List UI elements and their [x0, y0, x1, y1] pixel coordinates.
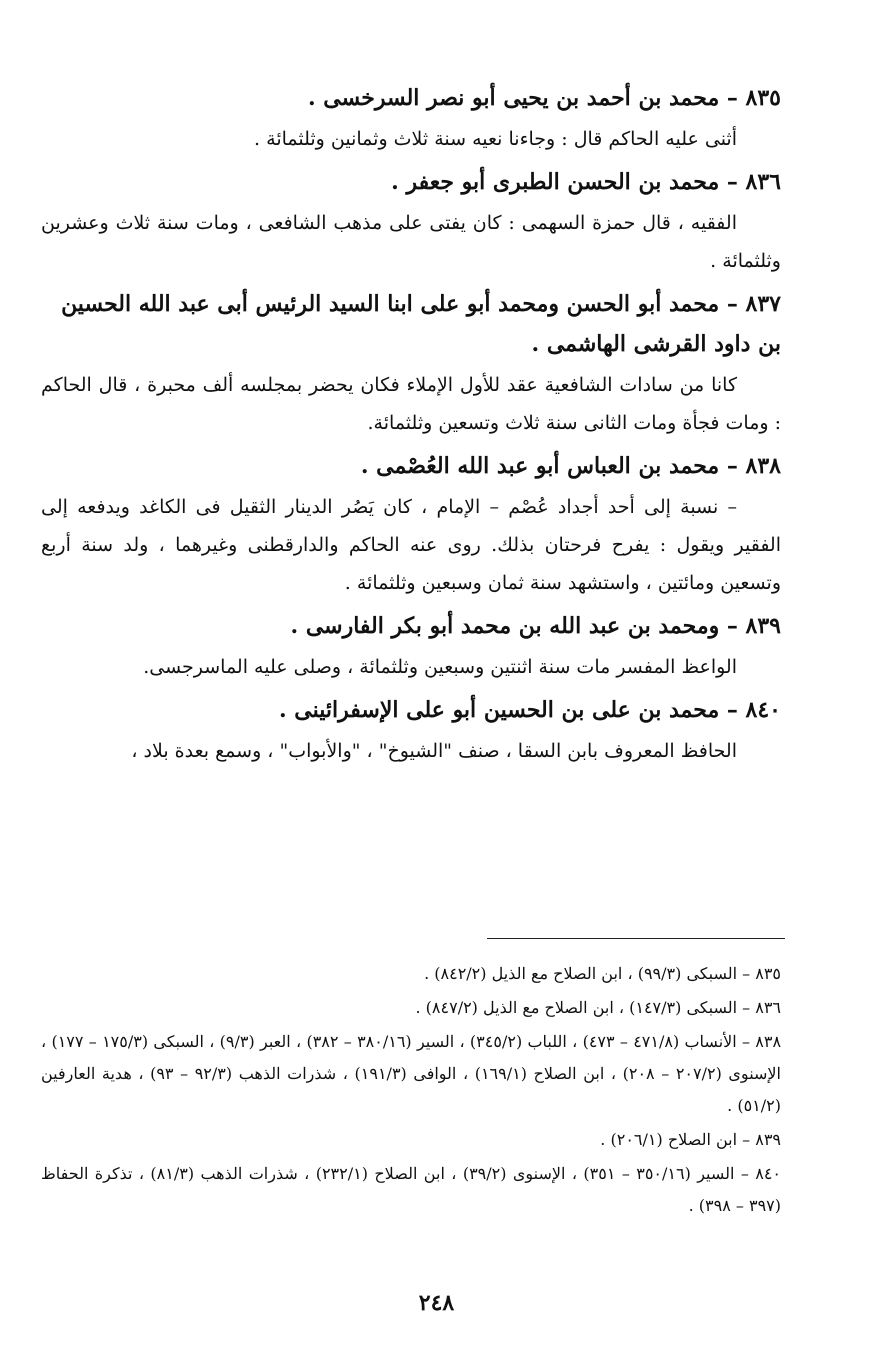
entry-text: – نسبة إلى أحد أجداد عُصْم – الإمام ، كان يَصُر الدينار الثقيل فى الكاغد ويدفعه إلى الفقير ويقول : يفرح فرحتان بذلك. روى عنه الحاكم والدارقطنى وغيرهما ، ولد سنة أربع وتسعين ومائتين ، واستشهد سنة ثمان وسبعين وثلثمائة . [41, 496, 781, 594]
entry-heading: ٨٣٥ – محمد بن أحمد بن يحيى أبو نصر السرخسى . [307, 85, 781, 111]
entry-heading: ٨٣٦ – محمد بن الحسن الطبرى أبو جعفر . [391, 169, 781, 195]
entry-839 [41, 606, 781, 686]
entry-835 [41, 78, 781, 158]
footnote: ٨٣٨ – الأنساب (٤٧١/٨ – ٤٧٣) ، اللباب (٣٤٥/٢) ، السير (٣٨٠/١٦ – ٣٨٢) ، العبر (٩/٣) ، السبكى (١٧٥/٣ – ١٧٧) ، الإسنوى (٢٠٧/٢ – ٢٠٨) ، ابن الصلاح (١٦٩/١) ، الوافى (١٩١/٣) ، شذرات الذهب (٩٢/٣ – ٩٣) ، هدية العارفين (٥١/٢) . [41, 1032, 782, 1115]
entry-heading: ٨٣٧ – محمد أبو الحسن ومحمد أبو على ابنا السيد الرئيس أبى عبد الله الحسين بن داود القرشى الهاشمى . [61, 291, 781, 357]
page-number: ٢٤٨ [418, 1290, 455, 1316]
footnotes [41, 958, 781, 1224]
entry-837 [41, 284, 781, 442]
footnote: ٨٤٠ – السير (٣٥٠/١٦ – ٣٥١) ، الإسنوى (٣٩/٢) ، ابن الصلاح (٢٣٢/١) ، شذرات الذهب (٨١/٣) ، تذكرة الحفاظ (٣٩٧ – ٣٩٨) . [41, 1164, 782, 1215]
biographical-entries [41, 78, 781, 774]
entry-838 [41, 446, 781, 602]
entry-heading: ٨٣٨ – محمد بن العباس أبو عبد الله العُصْمى . [360, 453, 781, 479]
entry-heading: ٨٤٠ – محمد بن على بن الحسين أبو على الإسفرائينى . [278, 697, 781, 723]
entry-text: الفقيه ، قال حمزة السهمى : كان يفتى على مذهب الشافعى ، ومات سنة ثلاث وعشرين وثلثمائة . [41, 212, 781, 272]
entry-836 [41, 162, 781, 280]
footnote: ٨٣٥ – السبكى (٩٩/٣) ، ابن الصلاح مع الذيل (٨٤٢/٢) . [424, 964, 781, 983]
entry-text: كانا من سادات الشافعية عقد للأول الإملاء فكان يحضر بمجلسه ألف محبرة ، قال الحاكم : ومات فجأة ومات الثانى سنة ثلاث وتسعين وثلثمائة. [41, 374, 781, 434]
entry-text: الواعظ المفسر مات سنة اثنتين وسبعين وثلثمائة ، وصلى عليه الماسرجسى. [143, 656, 737, 678]
entry-840 [41, 690, 781, 770]
footnote: ٨٣٩ – ابن الصلاح (٢٠٦/١) . [600, 1130, 781, 1149]
footnote-divider [487, 938, 785, 939]
entry-text: أثنى عليه الحاكم قال : وجاءنا نعيه سنة ثلاث وثمانين وثلثمائة . [254, 128, 737, 150]
footnote: ٨٣٦ – السبكى (١٤٧/٣) ، ابن الصلاح مع الذيل (٨٤٧/٢) . [415, 998, 781, 1017]
entry-text: الحافظ المعروف بابن السقا ، صنف "الشيوخ" ، "والأبواب" ، وسمع بعدة بلاد ، [131, 740, 737, 762]
entry-heading: ٨٣٩ – ومحمد بن عبد الله بن محمد أبو بكر الفارسى . [290, 613, 781, 639]
